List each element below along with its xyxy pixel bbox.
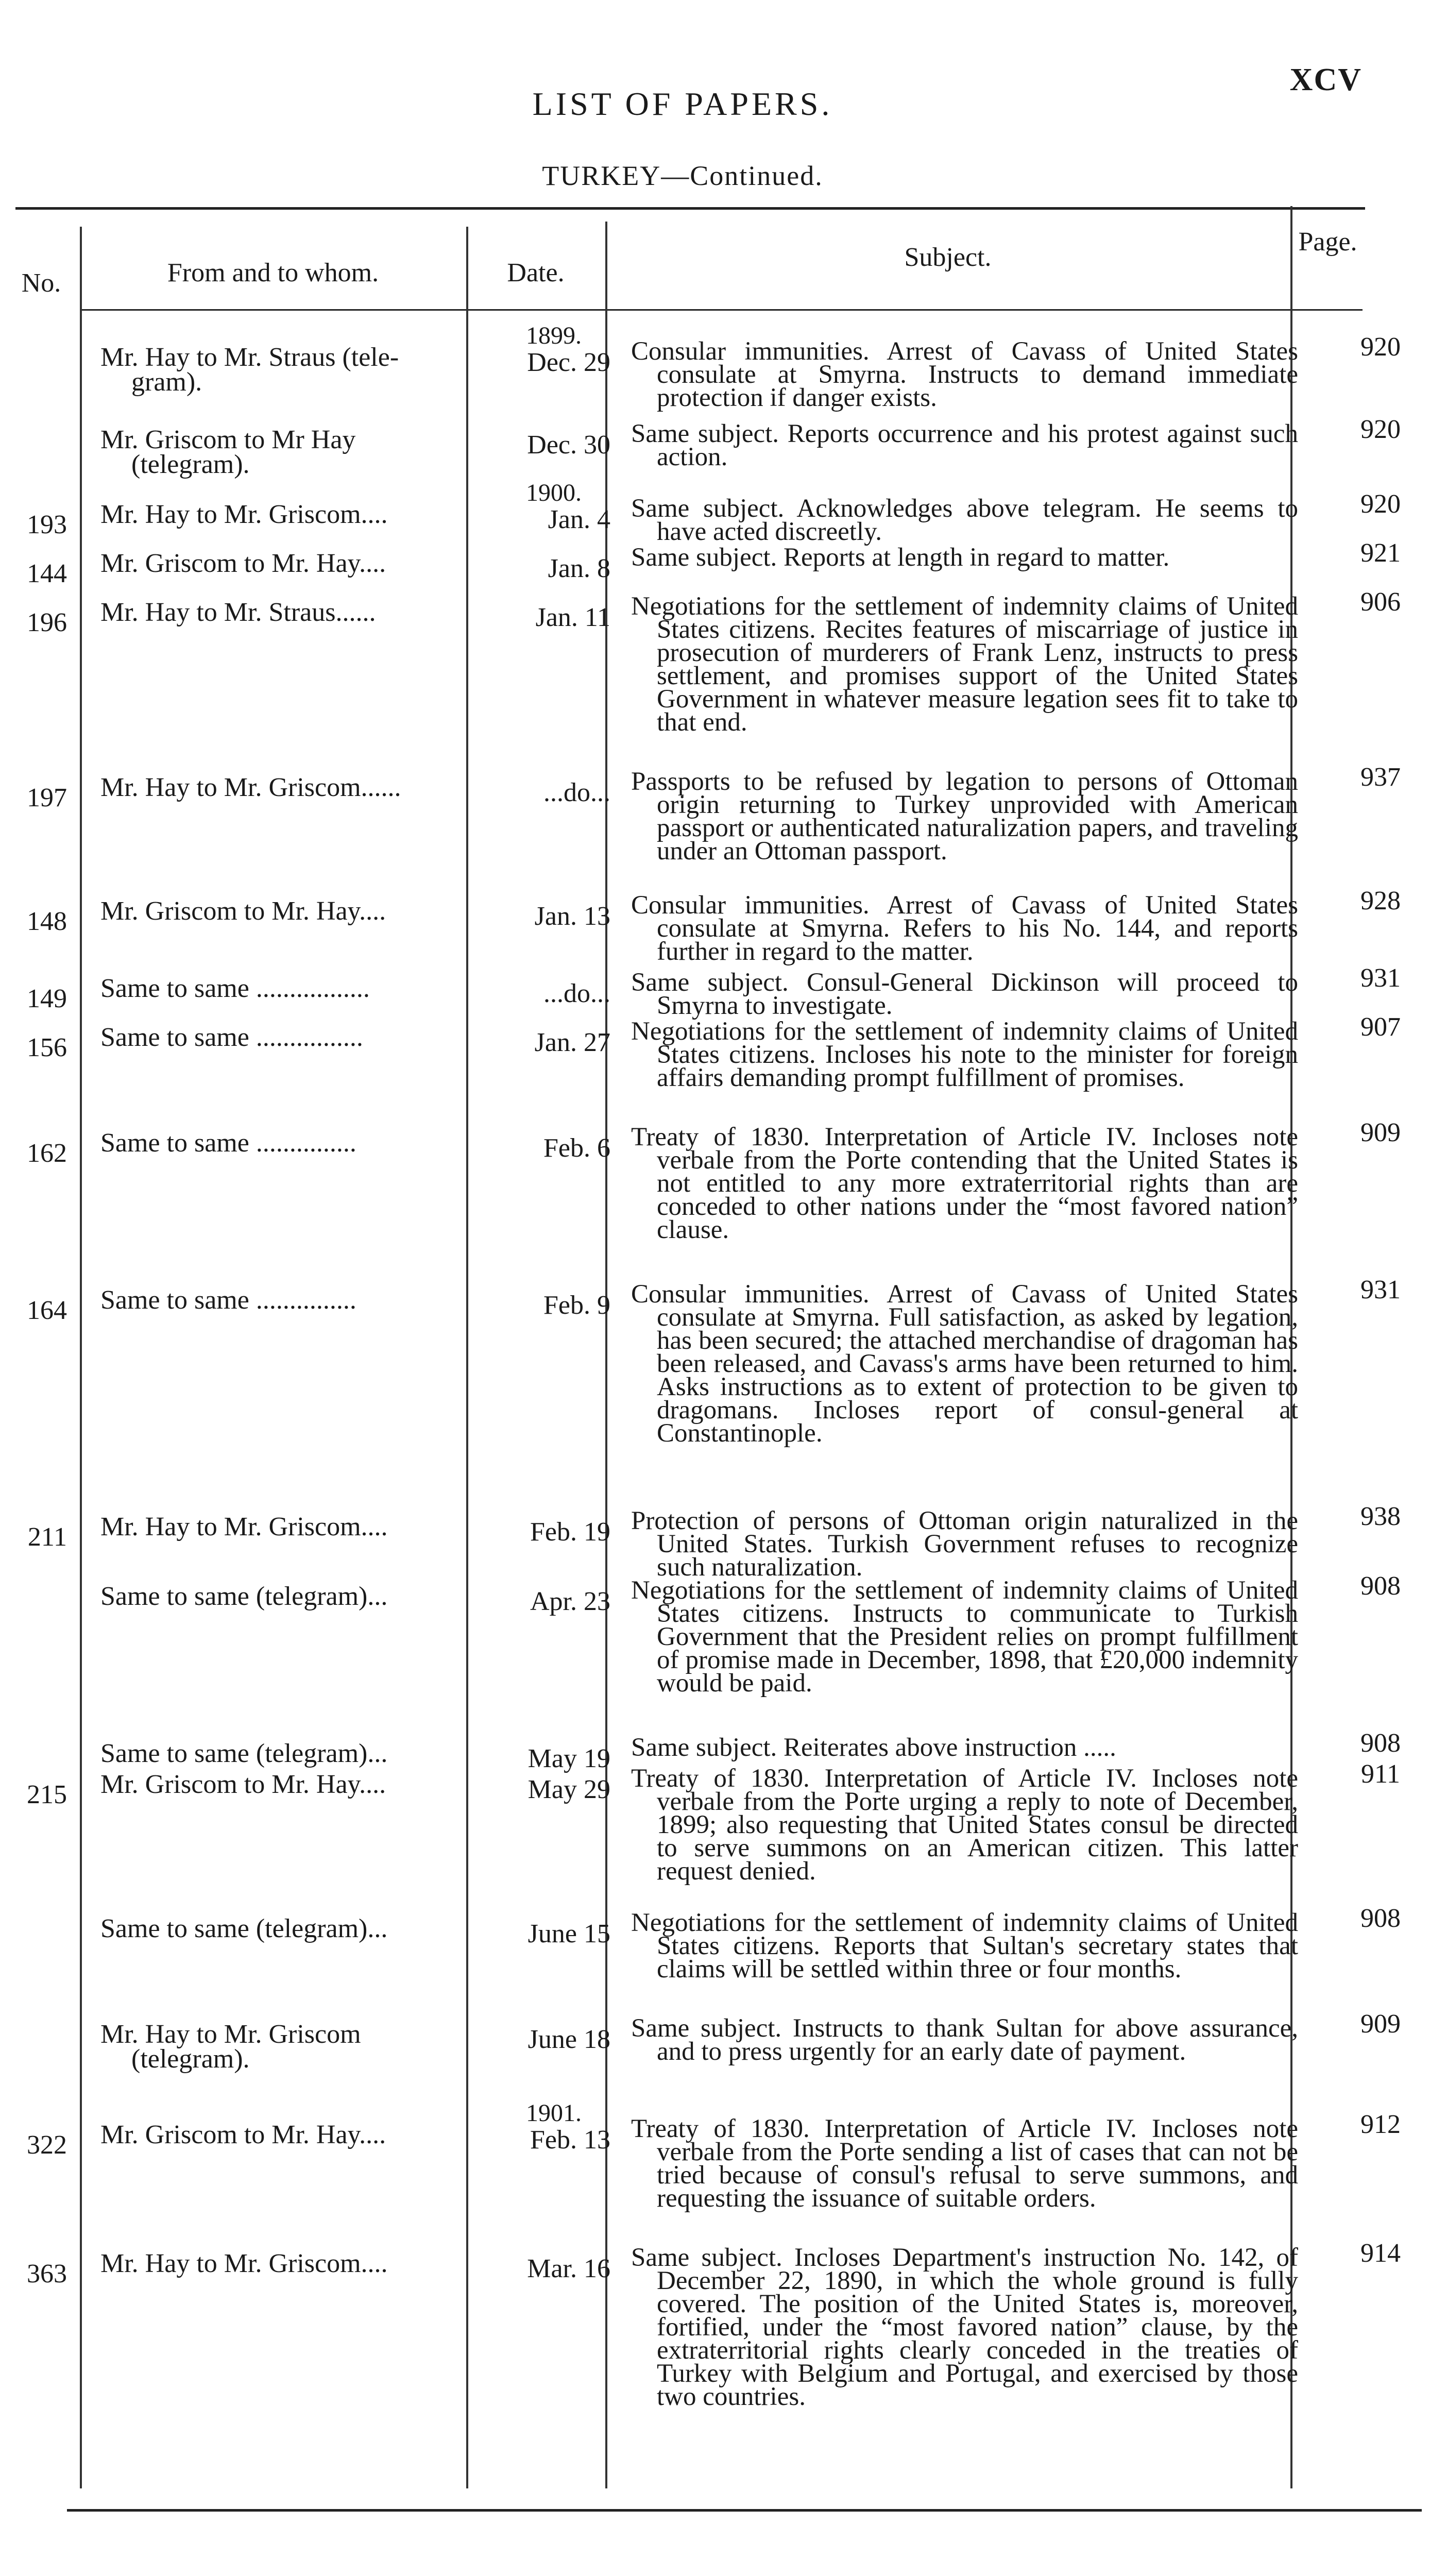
row-number: 149 [27,984,67,1013]
row-subject: Same subject. Instructs to thank Sultan for above assurance, and to press urgently for an early date of payment. [631,2014,1298,2066]
from-line: gram). [131,367,202,397]
row-page: 908 [1360,1904,1401,1933]
row-page: 907 [1360,1012,1401,1042]
row-page: 909 [1360,1118,1401,1147]
from-line: Mr. Griscom to Mr. Hay.... [100,2120,386,2149]
column-divider [80,227,82,2488]
row-from-to [100,775,492,800]
page-number: XCV [1289,62,1362,97]
row-subject: Same subject. Consul-General Dickinson will proceed to Smyrna to investigate. [631,968,1298,1020]
row-page: 912 [1360,2110,1401,2139]
row-date: ...do... [543,979,610,1008]
row-page: 928 [1360,886,1401,916]
from-line: Mr. Hay to Mr. Griscom.... [100,2249,388,2278]
row-subject: Consular immunities. Arrest of Cavass of United States consulate at Smyrna. Instructs to demand immediate protection if danger exists. [631,337,1298,412]
row-from-to [100,2022,492,2072]
header-bottom-rule [80,309,1363,311]
row-date: Jan. 4 [548,505,610,534]
row-page: 906 [1360,587,1401,617]
row-number: 215 [27,1780,67,1809]
row-subject: Negotiations for the settlement of indemnity claims of United States citizens. Instructs to communicate to Turkish Government that the President relies on prompt fulfillment of promise made in December, 1898, that £20,000 indemnity would be paid. [631,1576,1298,1698]
from-line: Mr. Hay to Mr. Griscom...... [100,773,401,802]
row-number: 193 [27,510,67,539]
row-from-to [100,425,492,479]
row-subject: Treaty of 1830. Interpretation of Article IV. Incloses note verbale from the Porte contending that the United States is not entitled to any more extraterritorial rights than are conceded to other nations under the “most favored nation” clause. [631,1123,1298,1244]
row-date: Jan. 11 [535,603,610,632]
from-line: Mr. Griscom to Mr Hay [100,425,356,454]
row-page: 911 [1360,1759,1401,1789]
row-number: 322 [27,2130,67,2160]
row-page: 920 [1360,489,1401,519]
row-from-to [100,502,492,527]
row-year: 1899. [526,322,582,349]
row-number: 156 [27,1033,67,1062]
from-line: Same to same (telegram)... [100,1739,388,1768]
row-year: 1900. [526,479,582,506]
from-line: Same to same ............... [100,1285,356,1315]
from-line: Mr. Griscom to Mr. Hay.... [100,1770,386,1799]
row-number: 162 [27,1139,67,1168]
row-number: 197 [27,783,67,812]
row-date: May 29 [527,1775,610,1804]
row-subject: Consular immunities. Arrest of Cavass of United States consulate at Smyrna. Full satisfaction, as asked by legation, has been secured; the attached merchandise of dragoman has been released, and Cavass's arms have been returned to him. Asks instructions as to extent of protection to be given to dragomans. Incloses report of consul-general at Constantinople. [631,1280,1298,1448]
row-date: June 15 [527,1919,610,1948]
row-date: Feb. 13 [530,2125,610,2155]
row-year: 1901. [526,2099,582,2127]
row-date: Mar. 16 [527,2254,610,2283]
row-from-to [100,1772,492,1797]
from-line: Same to same ............... [100,1128,356,1158]
row-from-to [100,1914,492,1943]
row-page: 931 [1360,963,1401,993]
row-page: 909 [1360,2009,1401,2039]
row-from-to [100,2120,492,2149]
header-subject: Subject. [904,243,992,272]
from-line: Mr. Griscom to Mr. Hay.... [100,549,386,578]
from-line: Mr. Hay to Mr. Griscom.... [100,1512,388,1541]
row-from-to [100,600,492,625]
row-page: 937 [1360,762,1401,792]
row-subject: Protection of persons of Ottoman origin naturalized in the United States. Turkish Government refuses to recognize such naturalization. [631,1506,1298,1582]
page-title: LIST OF PAPERS. [532,86,833,122]
row-from-to [100,1741,492,1766]
header-no: No. [21,268,61,298]
row-number: 164 [27,1296,67,1325]
from-line: Same to same ................ [100,1023,363,1052]
row-subject: Treaty of 1830. Interpretation of Article IV. Incloses note verbale from the Porte urging a reply to note of December, 1899; also requesting that United States consul be directed to serve summons on an American citizen. This latter request denied. [631,1764,1298,1886]
row-subject: Same subject. Reiterates above instruction ..... [631,1733,1116,1762]
table-bottom-rule [67,2509,1422,2512]
page-subtitle: TURKEY—Continued. [542,160,823,191]
from-line: Mr. Hay to Mr. Straus...... [100,598,376,627]
row-from-to [100,1584,492,1609]
row-subject: Same subject. Acknowledges above telegram. He seems to have acted discreetly. [631,494,1298,546]
row-date: Apr. 23 [530,1587,610,1616]
row-page: 921 [1360,538,1401,568]
row-date: Jan. 13 [534,902,610,931]
row-from-to [100,1025,492,1050]
from-line: Same to same (telegram)... [100,1914,388,1943]
row-number: 144 [27,559,67,588]
row-subject: Treaty of 1830. Interpretation of Article IV. Incloses note verbale from the Porte sending a list of cases that can not be tried because of consul's refusal to serve summons, and requesting the issuance of suitable orders. [631,2114,1298,2213]
row-from-to [100,1285,492,1315]
row-date: Jan. 8 [548,554,610,583]
row-page: 938 [1360,1502,1401,1531]
table-top-rule [15,207,1365,210]
row-from-to [100,1128,492,1158]
row-subject: Negotiations for the settlement of indemnity claims of United States citizens. Reports that Sultan's secretary states that claims will be settled within three or four months. [631,1908,1298,1984]
row-page: 931 [1360,1275,1401,1304]
row-date: Dec. 29 [527,348,610,377]
row-number: 363 [27,2259,67,2289]
row-subject: Same subject. Reports occurrence and his protest against such action. [631,419,1298,471]
from-line: Mr. Hay to Mr. Griscom.... [100,500,388,529]
row-page: 908 [1360,1571,1401,1601]
row-date: Jan. 27 [534,1028,610,1057]
row-from-to [100,976,492,1001]
header-date: Date. [507,258,565,287]
row-subject: Same subject. Reports at length in regard to matter. [631,543,1170,572]
from-line: Mr. Hay to Mr. Griscom [100,2020,361,2049]
from-line: Mr. Griscom to Mr. Hay.... [100,896,386,926]
row-date: Dec. 30 [527,430,610,460]
row-subject: Passports to be refused by legation to persons of Ottoman origin returning to Turkey unprovided with American passport or authenticated naturalization papers, and traveling under an Ottoman passport. [631,767,1298,866]
row-number: 196 [27,608,67,637]
row-page: 920 [1360,332,1401,362]
row-subject: Negotiations for the settlement of indemnity claims of United States citizens. Recites features of miscarriage of justice in prosecution of murderers of Frank Lenz, instructs to press settlement, and promises support of the United States Government in whatever measure legation sees fit to take to that end. [631,592,1298,737]
header-page: Page. [1298,227,1357,257]
row-subject: Negotiations for the settlement of indemnity claims of United States citizens. Incloses his note to the minister for foreign affairs demanding prompt fulfillment of promises. [631,1017,1298,1092]
from-line: Same to same (telegram)... [100,1582,388,1611]
from-line: Same to same ................. [100,974,370,1003]
row-number: 211 [27,1522,67,1552]
row-page: 908 [1360,1728,1401,1758]
row-number: 148 [27,907,67,936]
row-from-to [100,2251,492,2276]
row-page: 920 [1360,415,1401,444]
from-line: Mr. Hay to Mr. Straus (tele- [100,343,399,372]
row-page: 914 [1360,2239,1401,2268]
from-line: (telegram). [131,450,250,479]
row-subject: Same subject. Incloses Department's instruction No. 142, of December 22, 1890, in which the whole ground is fully covered. The position of the United States is, moreover, fortified, under the “most favored nation” clause, by the extraterritorial rights clearly conceded in the treaties of Turkey with Belgium and Portugal, and exercised by those two countries. [631,2243,1298,2411]
row-from-to [100,1512,492,1541]
row-from-to [100,896,492,926]
row-date: May 19 [527,1744,610,1773]
row-date: June 18 [527,2025,610,2054]
row-date: Feb. 19 [530,1517,610,1547]
row-date: Feb. 6 [543,1133,610,1163]
row-date: Feb. 9 [543,1291,610,1320]
row-date: ...do... [543,778,610,807]
row-from-to [100,551,492,576]
row-subject: Consular immunities. Arrest of Cavass of United States consulate at Smyrna. Refers to his No. 144, and reports further in regard to the matter. [631,891,1298,966]
header-from: From and to whom. [167,258,379,287]
from-line: (telegram). [131,2044,250,2074]
row-from-to [100,345,492,395]
